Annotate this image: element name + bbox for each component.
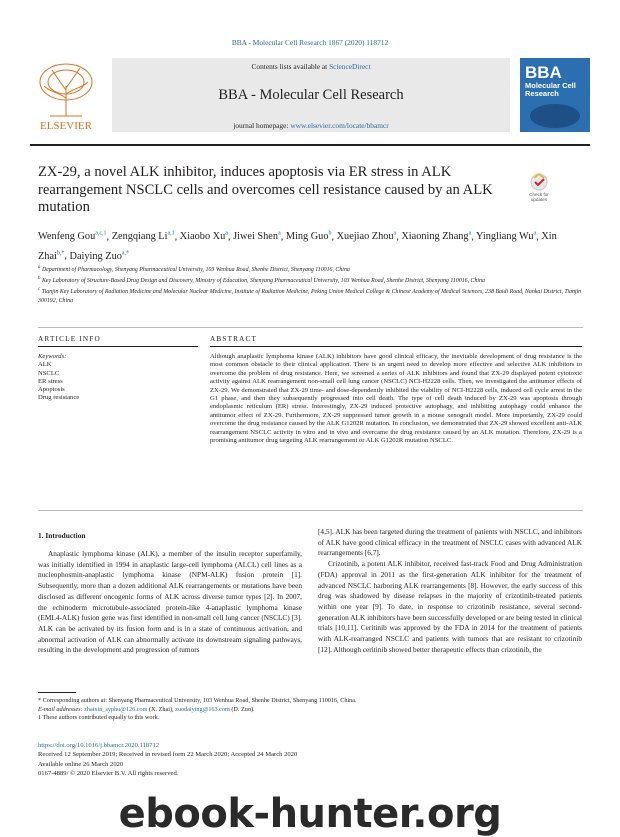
- equal-contribution-note: 1 These authors contributed equally to this work.: [38, 714, 160, 722]
- homepage-link[interactable]: www.elsevier.com/locate/bbamcr: [290, 121, 389, 130]
- journal-banner: [112, 58, 510, 132]
- check-for-updates-badge[interactable]: [522, 172, 556, 206]
- elsevier-logo: [30, 58, 102, 132]
- keywords-block: [38, 353, 198, 403]
- journal-header: [30, 58, 590, 132]
- footnotes: [38, 697, 583, 723]
- available-online: Available online 26 March 2020: [38, 760, 124, 768]
- sciencedirect-link[interactable]: ScienceDirect: [329, 62, 371, 71]
- publication-info: [38, 741, 368, 778]
- journal-title: BBA - Molecular Cell Research: [218, 87, 404, 103]
- author-list: Wenfeng Gou$^{a,c,1}$, Zengqiang Li$^{a,1}$, Xiaobo Xu$^a$, Jiwei Shen$^a$, Ming Guo$^b$, Xuejiao Zhou$^a$, Xiaoning Zhang$^a$, Yingliang Wu$^a$, Xin Zhai$^{b,*}$, Daiying Zuo$^{a,*}$: [38, 231, 557, 262]
- affiliation: $^c$ Tianjin Key Laboratory of Radiation Medicine and Molecular Nuclear Medicine, Institute of Radiation Medicine, Peking Union Medical College & Chinese Academy of Medical Sciences, 238 Baidi Road, Nankai District, Tianjin 300192, China: [38, 287, 582, 304]
- section-heading-introduction: 1. Introduction: [38, 531, 86, 540]
- footnote-rule: [38, 692, 76, 693]
- author[interactable]: Yingliang Wu$^a$: [476, 231, 537, 243]
- author[interactable]: Xiaoning Zhang$^a$: [401, 231, 472, 243]
- abstract-rule: [210, 346, 582, 347]
- author[interactable]: Xiaobo Xu$^a$: [179, 231, 228, 243]
- cover-title: BBA: [525, 63, 562, 82]
- author[interactable]: Xin Zhai$^{b,*}$: [38, 231, 557, 262]
- email-link[interactable]: zhaixin_syphu@126.com: [84, 705, 148, 713]
- email-link[interactable]: zuodaiying@163.com: [175, 705, 230, 713]
- author[interactable]: Daiying Zuo$^{a,*}$: [69, 250, 130, 262]
- keyword: ALK: [38, 361, 52, 369]
- intro-column-1: [38, 549, 302, 656]
- doi-link[interactable]: https://doi.org/10.1016/j.bbamcr.2020.118712: [38, 742, 160, 749]
- author[interactable]: Jiwei Shen$^a$: [233, 231, 281, 243]
- intro-paragraph: Crizotinib, a potent ALK inhibitor, received fast-track Food and Drug Administration (FDA) approval in 2011 as the first-generation ALK inhibitor for the treatment of advanced NSCLC harboring ALK rearrangements [8]. However, the early success of this drug was shadowed by disease relapses in the majority of crizotinib-treated patients within one year [9]. To date, in response to crizotinib resistance, several second-generation ALK inhibitors have been successfully developed or are being tested in clinical trials [10,11]. Ceritinib was approved by the FDA in 2014 for the treatment of patients with ALK-rearranged NSCLC and patients with tumors that are resistant to crizotinib [12]. Although ceritinib showed better therapeutic effects than crizotinib, the: [318, 559, 582, 654]
- journal-cover-image: [520, 58, 590, 132]
- cover-subtitle-2: Research: [525, 89, 559, 98]
- affiliation: $^a$ Department of Pharmacology, Shenyang Pharmaceutical University, 103 Wenhua Road, Shenhe District, Shenyang 110016, China: [38, 265, 350, 273]
- cover-graphic: [530, 104, 580, 128]
- author[interactable]: Zengqiang Li$^{a,1}$: [111, 231, 175, 243]
- cover-subtitle-1: Molecular Cell: [525, 81, 576, 90]
- email-addresses: E-mail addresses: zhaixin_syphu@126.com (X. Zhai), zuodaiying@163.com (D. Zuo).: [38, 705, 255, 713]
- author[interactable]: Ming Guo$^b$: [285, 231, 332, 243]
- header-divider: [30, 144, 590, 146]
- author[interactable]: Xuejiao Zhou$^a$: [336, 231, 397, 243]
- badge-line-1: Check for: [529, 192, 549, 197]
- abstract-heading: ABSTRACT: [210, 335, 258, 343]
- affiliation: $^b$ Key Laboratory of Structure-Based Drug Design and Discovery, Ministry of Education, Shenyang Pharmaceutical University, 103 Wenhua Road, Shenhe District, Shenyang 110016, China: [38, 276, 485, 285]
- watermark: ebook-hunter.org: [118, 791, 502, 837]
- affiliations-divider: [38, 327, 583, 328]
- intro-column-2: [318, 527, 582, 655]
- article-title: ZX-29, a novel ALK inhibitor, induces apoptosis via ER stress in ALK rearrangement NSCLC cells and overcomes cell resistance caused by an ALK mutation: [38, 164, 493, 215]
- keyword: NSCLC: [38, 369, 60, 377]
- journal-reference[interactable]: BBA - Molecular Cell Research 1867 (2020) 118712: [231, 38, 389, 47]
- keyword: ER stress: [38, 377, 63, 385]
- elsevier-wordmark: ELSEVIER: [40, 120, 92, 132]
- article-info-rule: [38, 346, 198, 347]
- affiliations: [38, 264, 584, 306]
- article-info-heading: ARTICLE INFO: [38, 335, 101, 343]
- keyword: Drug resistance: [38, 394, 80, 402]
- badge-line-2: updates: [530, 197, 548, 202]
- keyword: Apoptosis: [38, 386, 65, 394]
- copyright: 0167-4889/ © 2020 Elsevier B.V. All rights reserved.: [38, 769, 179, 777]
- received-dates: Received 12 September 2019; Received in revised form 22 March 2020; Accepted 24 March 2020: [38, 751, 298, 759]
- journal-homepage: journal homepage: www.elsevier.com/locate/bbamcr: [233, 121, 389, 130]
- corresponding-author-note: * Corresponding authors at: Shenyang Pharmaceutical University, 103 Wenhua Road, Shenhe District, Shenyang 110016, China.: [38, 697, 357, 704]
- contents-line: Contents lists available at ScienceDirect: [251, 62, 371, 71]
- intro-paragraph: Anaplastic lymphoma kinase (ALK), a member of the insulin receptor superfamily, was initially identified in 1994 in anaplastic large-cell lymphoma (ALCL) cell lines as a nucleophosmin-anaplastic lymphoma kinase (NPM-ALK) fusion protein [1]. Subsequently, more than a dozen additional ALK rearrangements or mutations have been disclosed as different oncogenic forms of ALK across diverse tumor types [2]. In 2007, the echinoderm microtubule-associated protein-like 4-anaplastic lymphoma kinase (EML4-ALK) fusion gene was first identified in non-small cell lung cancer (NSCLC) [3]. ALK can be activated by its fusion form and is in a state of continuous activation, and abnormal activation of ALK can abnormally activate its downstream signaling pathways, resulting in the development and progression of tumors: [38, 549, 302, 655]
- abstract-text: Although anaplastic lymphoma kinase (ALK) inhibitors have good clinical efficacy, the inevitable development of drug resistance is the most common obstacle to their clinical application. There is an urgent need to develop more effective and selective ALK inhibitors to overcome the problem of drug resistance. Here, we screened a series of ALK inhibitors and found that ZX-29 displayed potent cytotoxic activity against ALK rearrangement non-small cell lung cancer (NSCLC) NCI-H2228 cells. Then, we investigated the antitumor effects of ZX-29. We demonstrated that ZX-29 time- and dose-dependently inhibited the viability of NCI-H2228 cells, induced cell cycle arrest in the G1 phase, and then they subsequently progressed into cell death. The type of cell death induced by ZX-29 was apoptosis through endoplasmic reticulum (ER) stress. Interestingly, ZX-29 induced protective autophagy, and inhibiting autophagy could enhance the antitumor effect of ZX-29. Furthermore, ZX-29 suppressed tumor growth in a mouse xenograft model. More importantly, ZX-29 could overcome the drug resistance caused by the ALK G1202R mutation. In conclusion, we demonstrated that ZX-29 showed excellent anti-ALK rearrangement NSCLC activity in vitro and in vivo and overcame the drug resistance caused by an ALK mutation. Therefore, ZX-29 is a promising antitumor drug targeting ALK rearrangement or ALK G1202R mutation NSCLC.: [210, 353, 582, 445]
- keywords-label: Keywords:: [38, 353, 67, 360]
- intro-paragraph: [4,5]. ALK has been targeted during the treatment of patients with NSCLC, and inhibitors of ALK have good clinical efficacy in the treatment of NSCLC cases with advanced ALK rearrangements [6,7].: [318, 527, 582, 558]
- abstract-divider: [38, 510, 583, 511]
- author[interactable]: Wenfeng Gou$^{a,c,1}$: [38, 231, 107, 243]
